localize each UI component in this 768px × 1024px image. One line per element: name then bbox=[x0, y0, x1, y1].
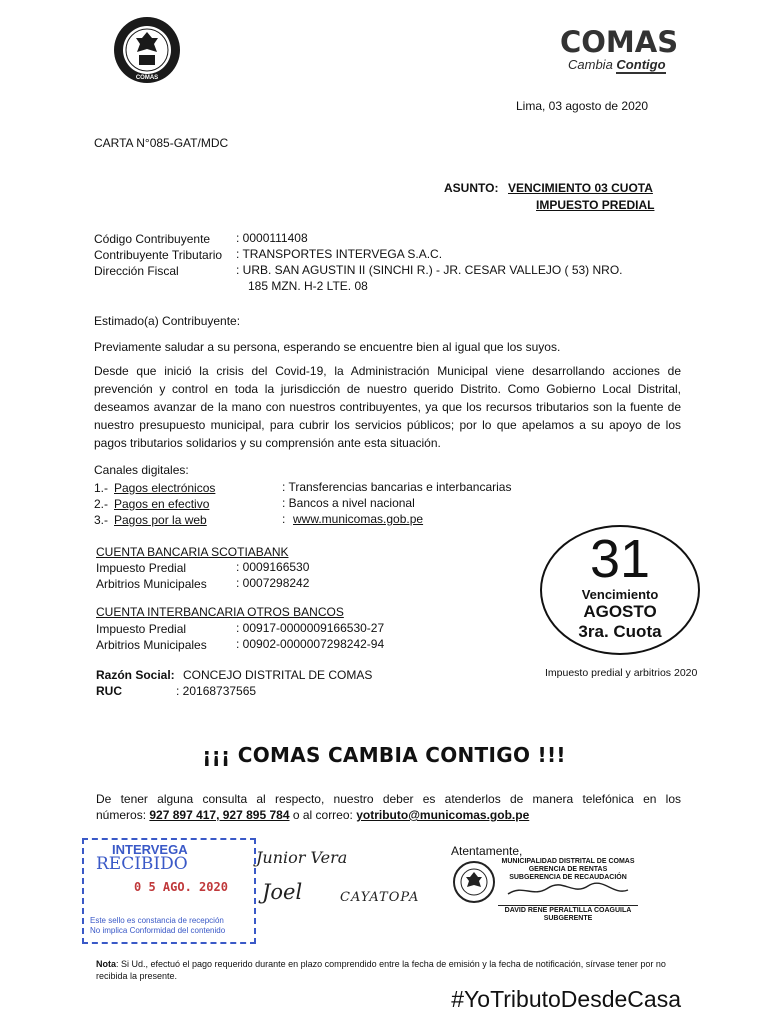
stamp-received: RECIBIDO bbox=[96, 854, 188, 874]
handwritten-name-1: Junior Vera bbox=[256, 848, 348, 867]
paragraph-2: Desde que inició la crisis del Covid-19, la Administración Municipal viene desarrollando acciones de prevención y control en toda la jurisdicción de nuestro querido Distrito. Como Gobierno Local Distrital, deseamos avanzar de la mano con nuestros contribuyentes, ya que los recursos tributarios son la fuente de nuestro presupuesto municipal, para cubrir los servicios públicos; por lo que apelamos a su apoyo de los pagos tributarios solidarios y su comprensión ante esta situación. bbox=[94, 364, 681, 450]
due-month: AGOSTO bbox=[583, 602, 657, 621]
channel-2-num: 2.- bbox=[94, 497, 109, 511]
subject-label: ASUNTO: bbox=[444, 181, 499, 195]
inter-title: CUENTA INTERBANCARIA OTROS BANCOS bbox=[96, 605, 344, 619]
footnote-label: Nota bbox=[96, 959, 116, 969]
paragraph-1: Previamente saludar a su persona, esperando se encuentre bien al igual que los suyos. bbox=[94, 340, 561, 354]
municipality-seal bbox=[112, 15, 182, 85]
inter-predial-label: Impuesto Predial bbox=[96, 622, 187, 636]
slogan: ¡¡¡ COMAS CAMBIA CONTIGO !!! bbox=[202, 743, 566, 767]
scotia-title: CUENTA BANCARIA SCOTIABANK bbox=[96, 545, 289, 559]
hashtag: #YoTributoDesdeCasa bbox=[451, 986, 681, 1012]
due-caption: Impuesto predial y arbitrios 2020 bbox=[545, 667, 698, 679]
subject-line-1: VENCIMIENTO 03 CUOTA bbox=[508, 181, 653, 195]
channel-1-desc: : Transferencias bancarias e interbancarias bbox=[282, 480, 512, 494]
taxpayer-value: : TRANSPORTES INTERVEGA S.A.C. bbox=[236, 247, 443, 261]
scotia-predial-label: Impuesto Predial bbox=[96, 561, 187, 575]
greeting: Estimado(a) Contribuyente: bbox=[94, 314, 241, 328]
website-link[interactable]: www.municomas.gob.pe bbox=[293, 512, 424, 526]
signature-block bbox=[498, 858, 638, 923]
logo-tagline-1: Cambia bbox=[568, 57, 613, 72]
subject-line-2: IMPUESTO PREDIAL bbox=[536, 198, 655, 212]
channel-3-link[interactable]: Pagos por la web bbox=[114, 513, 207, 527]
date-line: Lima, 03 agosto de 2020 bbox=[516, 99, 649, 113]
channels-title: Canales digitales: bbox=[94, 463, 189, 477]
code-label: Código Contribuyente bbox=[94, 232, 211, 246]
razon-value: CONCEJO DISTRITAL DE COMAS bbox=[183, 668, 373, 682]
due-quota: 3ra. Cuota bbox=[578, 622, 662, 641]
ruc-label: RUC bbox=[96, 684, 122, 698]
reception-stamp bbox=[82, 838, 256, 944]
signature-org-3: SUBGERENCIA DE RECAUDACIÓN bbox=[509, 874, 627, 881]
channel-3-num: 3.- bbox=[94, 513, 109, 527]
scotia-predial-value: : 0009166530 bbox=[236, 560, 310, 574]
handwritten-name-2: Joel bbox=[262, 880, 303, 904]
signature-scribble bbox=[498, 882, 638, 900]
signature-seal bbox=[452, 860, 496, 904]
signature-org-2: GERENCIA DE RENTAS bbox=[528, 866, 608, 873]
contact-line-1: De tener alguna consulta al respecto, nuestro deber es atenderlos de manera telefónica en los bbox=[96, 792, 681, 806]
channel-1-link[interactable]: Pagos electrónicos bbox=[114, 481, 216, 495]
logo-tagline bbox=[568, 57, 688, 72]
signature-org-1: MUNICIPALIDAD DISTRITAL DE COMAS bbox=[501, 858, 635, 865]
contact-line-2 bbox=[96, 808, 529, 823]
scotia-arbitrios-value: : 0007298242 bbox=[236, 576, 310, 590]
closing: Atentamente, bbox=[451, 844, 523, 858]
scotia-arbitrios-label: Arbitrios Municipales bbox=[96, 577, 207, 591]
signatory-title: SUBGERENTE bbox=[543, 915, 593, 922]
inter-arbitrios-label: Arbitrios Municipales bbox=[96, 638, 207, 652]
channel-3-sep: : bbox=[282, 512, 286, 526]
stamp-date: 0 5 AGO. 2020 bbox=[134, 880, 228, 894]
stamp-note-2: No implica Conformidad del contenido bbox=[90, 926, 226, 935]
due-day: 31 bbox=[589, 529, 651, 589]
phone-numbers[interactable]: 927 897 417, 927 895 784 bbox=[149, 808, 290, 822]
stamp-note bbox=[90, 916, 225, 936]
footnote-text: : Si Ud., efectuó el pago requerido durante en plazo comprendido entre la fecha de emisión y la fecha de notificación, sírvase tener por no recibida la presente. bbox=[96, 959, 666, 981]
ruc-value: : 20168737565 bbox=[176, 684, 257, 698]
svg-text:COMAS: COMAS bbox=[135, 75, 159, 81]
inter-arbitrios-value: : 00902-0000007298242-94 bbox=[236, 637, 385, 651]
footnote bbox=[96, 958, 682, 982]
address-line-1: : URB. SAN AGUSTIN II (SINCHI R.) - JR. CESAR VALLEJO ( 53) NRO. bbox=[236, 263, 623, 277]
handwritten-name-3: CAYATOPA bbox=[340, 890, 420, 905]
inter-predial-value: : 00917-0000009166530-27 bbox=[236, 621, 385, 635]
code-value: : 0000111408 bbox=[236, 231, 308, 245]
taxpayer-label: Contribuyente Tributario bbox=[94, 248, 223, 262]
address-label: Dirección Fiscal bbox=[94, 264, 179, 278]
channel-2-desc: : Bancos a nivel nacional bbox=[282, 496, 415, 510]
letter-number: CARTA N°085-GAT/MDC bbox=[94, 136, 229, 150]
signatory-name: DAVID RENE PERALTILLA COAGUILA bbox=[498, 905, 638, 915]
address-line-2: 185 MZN. H-2 LTE. 08 bbox=[248, 279, 368, 293]
contact-middle: o al correo: bbox=[289, 808, 357, 822]
stamp-note-1: Este sello es constancia de recepción bbox=[90, 916, 224, 925]
razon-label: Razón Social: bbox=[96, 668, 175, 682]
stamp-company: INTERVEGA bbox=[112, 842, 188, 857]
channel-2-link[interactable]: Pagos en efectivo bbox=[114, 497, 210, 511]
channel-1-num: 1.- bbox=[94, 481, 109, 495]
comas-logo bbox=[560, 25, 688, 72]
logo-tagline-2: Contigo bbox=[616, 57, 666, 72]
logo-brand: COMAS bbox=[560, 25, 679, 59]
contact-prefix: números: bbox=[96, 808, 150, 822]
due-label: Vencimiento bbox=[581, 587, 659, 602]
due-date-badge bbox=[540, 525, 700, 655]
email-link[interactable]: yotributo@municomas.gob.pe bbox=[356, 808, 530, 822]
